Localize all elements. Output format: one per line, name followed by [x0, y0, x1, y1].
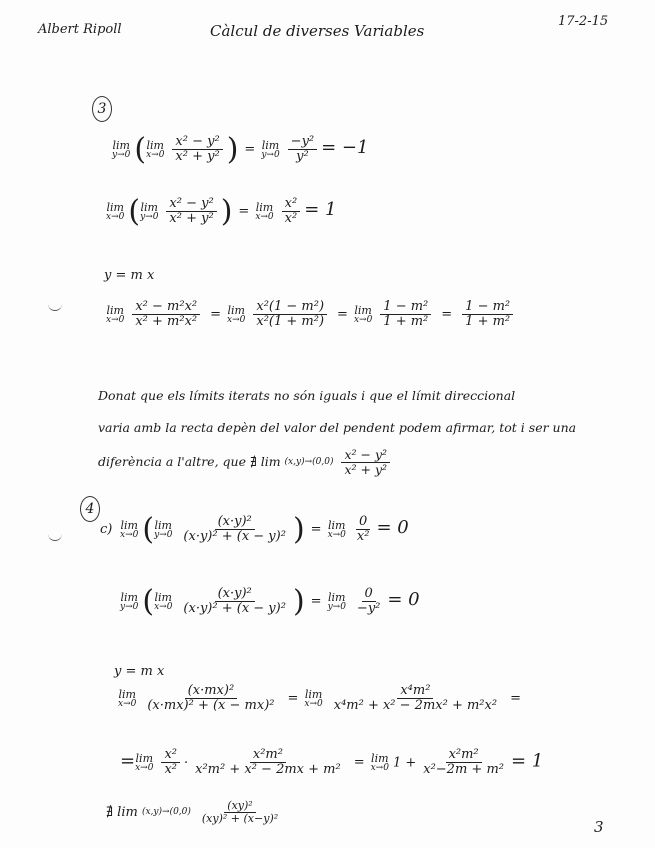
binder-hole — [48, 300, 62, 311]
ex4-conclusion: ∄ lim (x,y)→(0,0) $\frac{\text{(xy)²}}{\text{(xy)² + (x−y)²}}$ — [106, 799, 279, 826]
ex3-conclusion-line-2: varia amb la recta depèn del valor del pendent podem afirmar, tot i ser una — [98, 420, 577, 435]
page-title: Càlcul de diverses Variables — [210, 22, 425, 40]
ex3-directional-limit: lim x→0 $\frac{\text{x² − m²x²}}{\text{x² + m²x²}}$ = lim x→0 $\frac{\text{x²(1 − m²)}}{\text{x²(1 + m²)}}$ = lim x→0 $\frac{\text{1 − m²}}{\text{1 + m²}}$ = $\frac{\text{1 − m²}}{\text{1 + m²}}$ — [106, 300, 517, 330]
exercise-number: 4 — [80, 496, 100, 522]
ex3-substitution: y = m x — [104, 268, 155, 283]
ex4-directional-limit-cont: = lim x→0 $\frac{\text{x²}}{\text{x²}}$ · $\frac{\text{x²m²}}{\text{x²m² + x² − 2mx + m²}}$ = lim x→0 1 + $\frac{\text{x²m²}}{\text{x²−2m + m²}}$ = 1 — [120, 747, 544, 778]
page-date: 17-2-15 — [558, 14, 609, 29]
ex3-iterated-limit-1: lim y→0 ( lim x→0 $\frac{\text{x² − y²}}{\text{x² + y²}}$ ) = lim y→0 $\frac{\text{−y²}}{\text{y²}}$ = −1 — [112, 132, 369, 167]
page-number: 3 — [594, 818, 604, 836]
ex3-iterated-limit-2: lim x→0 ( lim y→0 $\frac{\text{x² − y²}}{\text{x² + y²}}$ ) = lim x→0 $\frac{\text{x²}}{\text{x²}}$ = 1 — [106, 194, 337, 229]
ex4-iterated-limit-1: lim x→0 ( lim y→0 $\frac{\text{(x·y)²}}{\text{(x·y)² + (x − y)²}}$ ) = lim x→0 $\frac{0}{\text{x²}}$ = 0 — [120, 512, 409, 547]
ex3-conclusion-line-3: diferència a l'altre, que ∄ lim (x,y)→(0,0) $\frac{\text{x² − y²}}{\text{x² + y²}}$ — [98, 448, 394, 477]
ex4-substitution: y = m x — [114, 664, 165, 679]
exercise-number: 3 — [92, 96, 112, 122]
ex4-part-label: c) — [100, 522, 113, 537]
author-name: Albert Ripoll — [38, 22, 122, 37]
ex4-directional-limit: lim x→0 $\frac{\text{(x·mx)²}}{\text{(x·mx)² + (x − mx)²}}$ = lim x→0 $\frac{\text{x⁴m²}}{\text{x⁴m² + x² − 2mx² + m²x²}}$ = — [118, 683, 521, 714]
binder-hole — [48, 530, 62, 541]
ex4-iterated-limit-2: lim y→0 ( lim x→0 $\frac{\text{(x·y)²}}{\text{(x·y)² + (x − y)²}}$ ) = lim y→0 $\frac{0}{\text{−y²}}$ = 0 — [120, 584, 420, 619]
ex3-conclusion-line-1: Donat que els límits iterats no són iguals i que el límit direccional — [98, 388, 516, 403]
